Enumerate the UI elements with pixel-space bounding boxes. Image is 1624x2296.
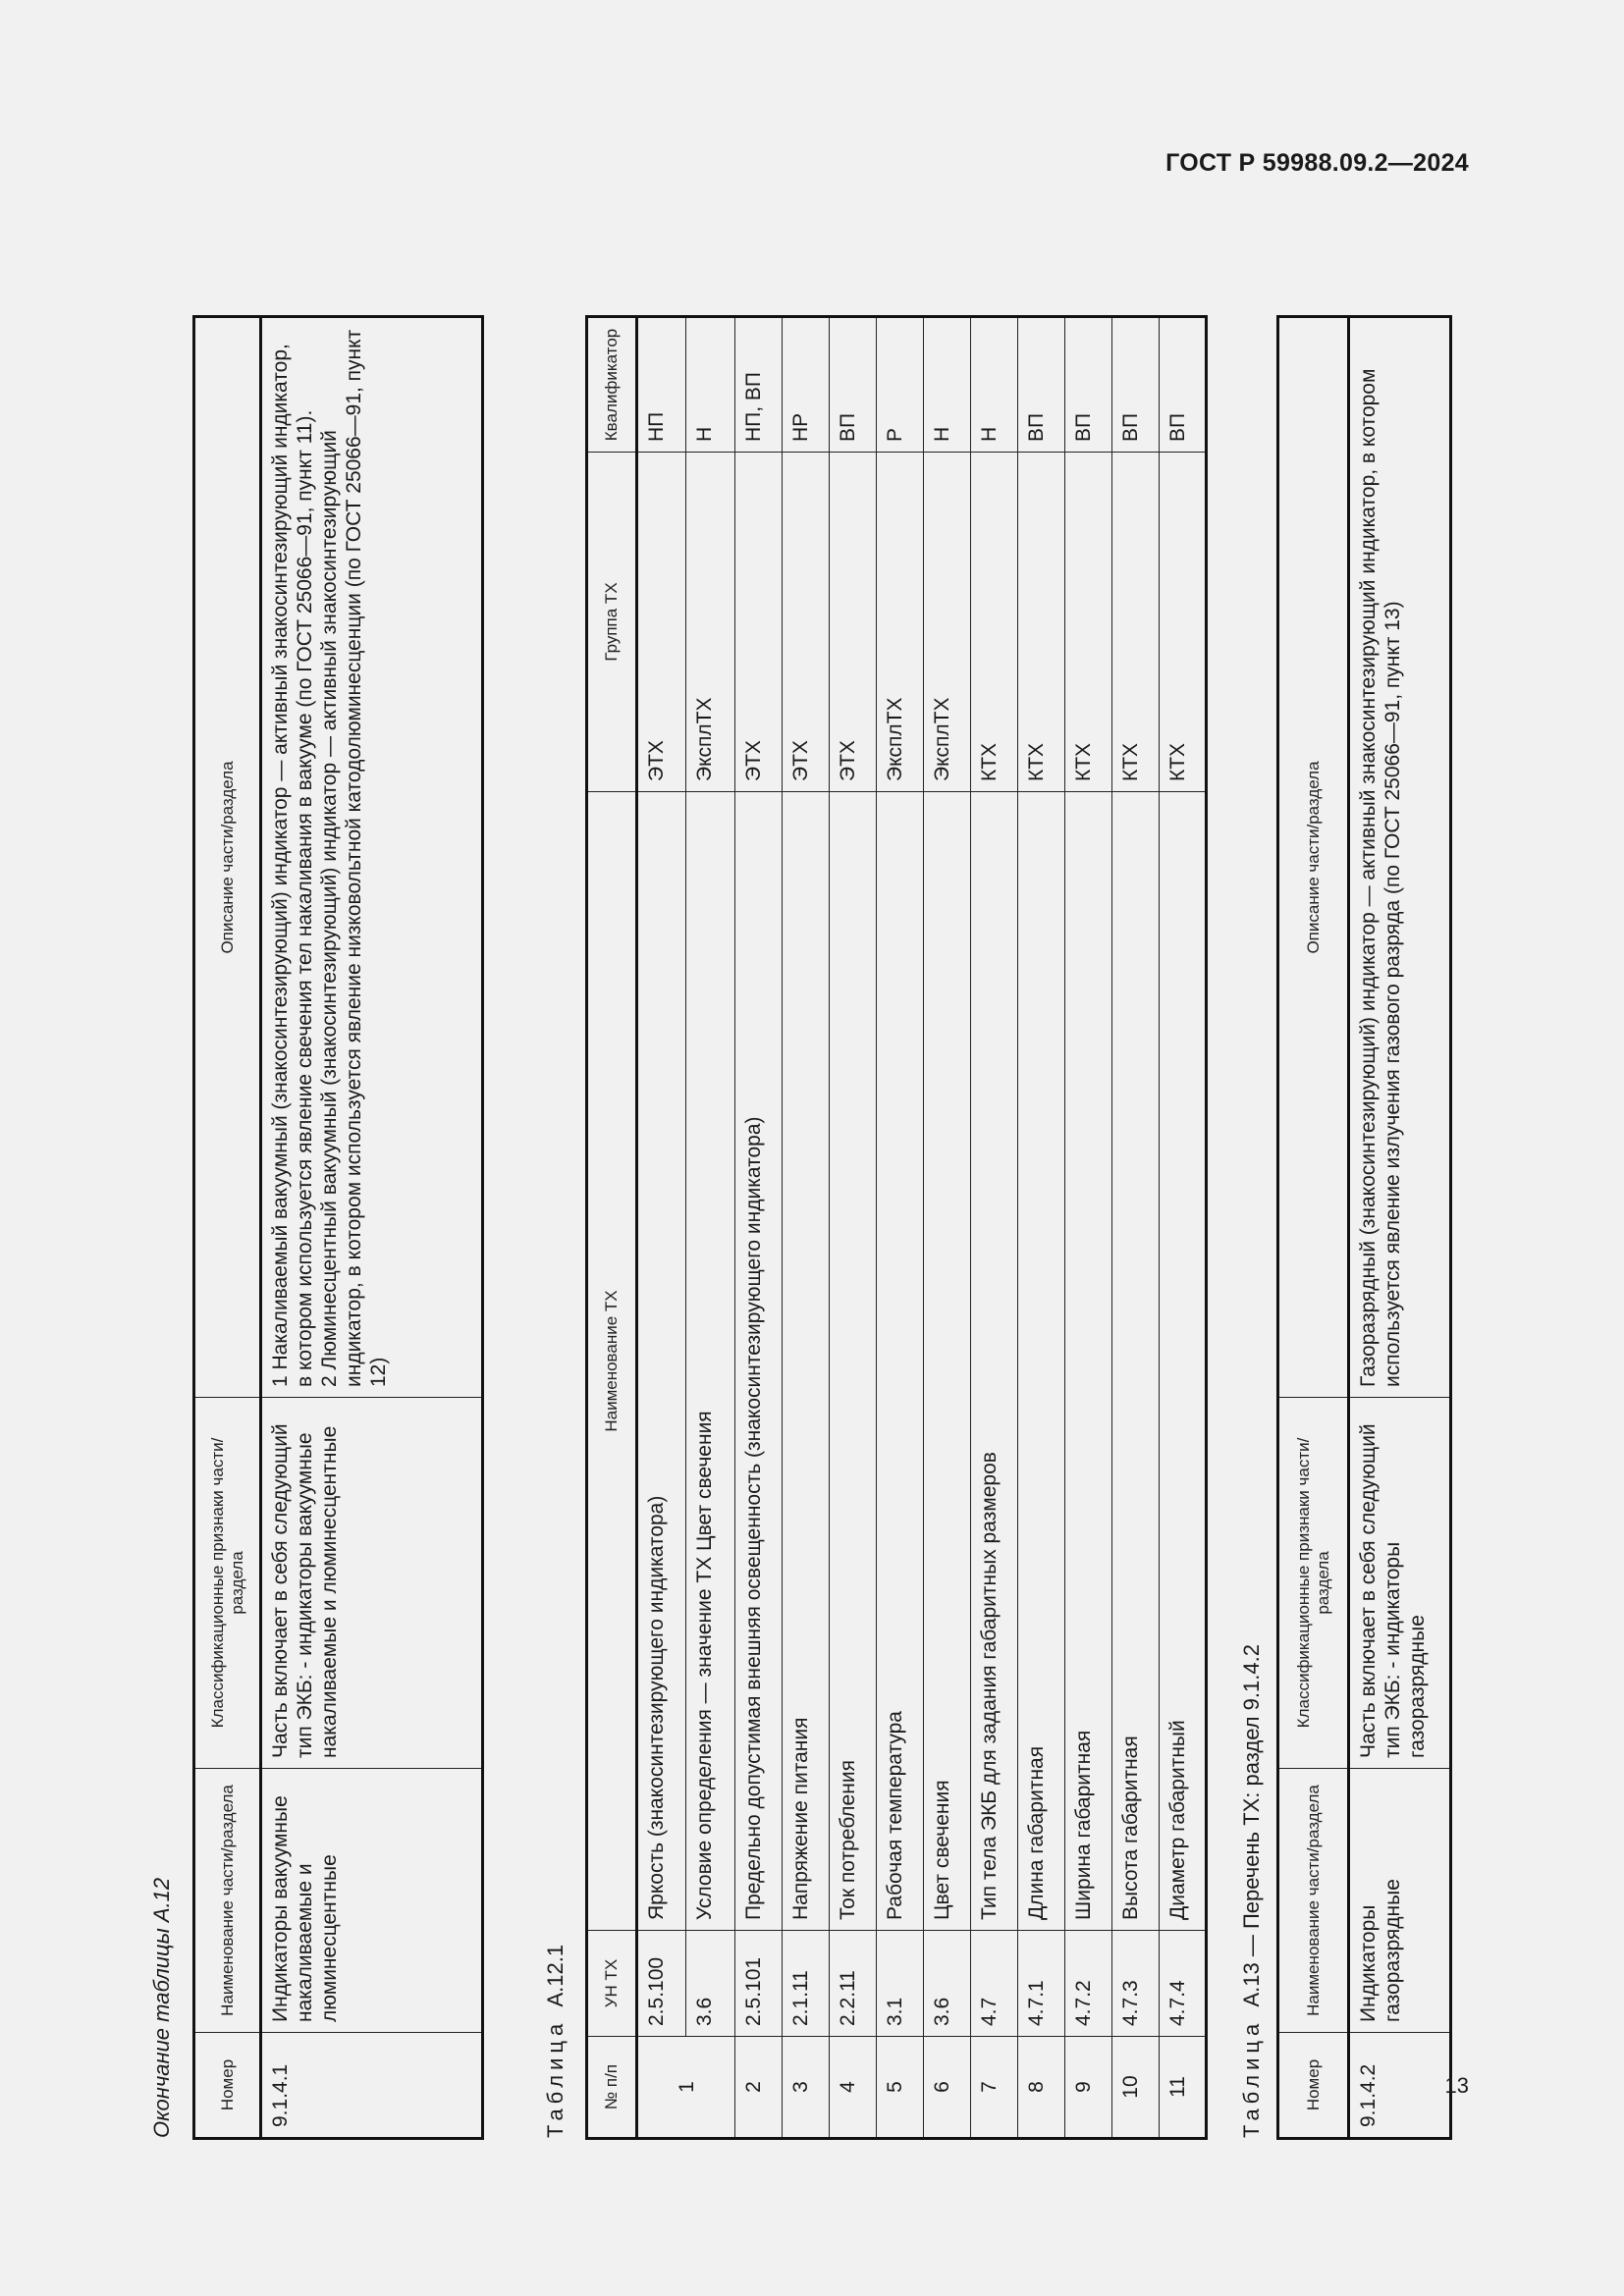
cell-index: 6	[924, 2037, 971, 2139]
col-index: № п/п	[587, 2037, 637, 2139]
cell-group: ЭТХ	[637, 453, 686, 792]
col-description: Описание части/раздела	[1278, 317, 1349, 1398]
table-row	[830, 317, 877, 2139]
cell-qualifier: ВП	[1018, 317, 1065, 453]
table-a13	[1276, 315, 1452, 2140]
cell-index: 2	[735, 2037, 783, 2139]
table-row	[877, 317, 924, 2139]
page-number: 13	[1444, 2073, 1469, 2098]
cell-code: 4.7	[971, 1931, 1018, 2037]
cell-name: Цвет свечения	[924, 792, 971, 1931]
cell-index: 11	[1160, 2037, 1207, 2139]
table-row	[261, 317, 483, 2139]
cell-name: Ток потребления	[830, 792, 877, 1931]
cell-group: КТХ	[1065, 453, 1112, 792]
cell-group: КТХ	[971, 453, 1018, 792]
col-code: УН ТХ	[587, 1931, 637, 2037]
cell-code: 3.6	[924, 1931, 971, 2037]
cell-qualifier: Н	[924, 317, 971, 453]
cell-name: Рабочая температура	[877, 792, 924, 1931]
cell-code: 3.6	[686, 1931, 735, 2037]
cell-code: 4.7.3	[1112, 1931, 1160, 2037]
table-row	[1349, 317, 1451, 2139]
col-name: Наименование ТХ	[587, 792, 637, 1931]
table-row	[1160, 317, 1207, 2139]
cell-name: Условие определения — значение ТХ Цвет свечения	[686, 792, 735, 1931]
cell-code: 2.5.100	[637, 1931, 686, 2037]
col-description: Описание части/раздела	[194, 317, 261, 1398]
rotated-page-content	[145, 20, 1559, 2140]
table-a12-1	[585, 315, 1208, 2140]
cell-qualifier: ВП	[1065, 317, 1112, 453]
table-a12-end	[192, 315, 484, 2140]
cell-code: 2.1.11	[783, 1931, 830, 2037]
cell-qualifier: НП	[637, 317, 686, 453]
col-name: Наименование части/раздела	[1278, 1769, 1349, 2033]
cell-code: 2.5.101	[735, 1931, 783, 2037]
cell-index: 10	[1112, 2037, 1160, 2139]
cell-index: 1	[637, 2037, 735, 2139]
cell-group: ЭксплТХ	[686, 453, 735, 792]
table-row	[783, 317, 830, 2139]
col-name: Наименование части/раздела	[194, 1769, 261, 2033]
table-a12-1-caption: Таблица А.12.1	[543, 1944, 568, 2138]
cell-group: ЭТХ	[783, 453, 830, 792]
table-row	[1112, 317, 1160, 2139]
cell-name: Тип тела ЭКБ для задания габаритных размеров	[971, 792, 1018, 1931]
table-row	[686, 317, 735, 2139]
cell-name: Индикаторы вакуумные накаливаемые и люминесцентные	[261, 1769, 483, 2033]
cell-group: КТХ	[1112, 453, 1160, 792]
cell-index: 9	[1065, 2037, 1112, 2139]
cell-name: Ширина габаритная	[1065, 792, 1112, 1931]
table-row	[971, 317, 1018, 2139]
cell-qualifier: НП, ВП	[735, 317, 783, 453]
cell-group: КТХ	[1018, 453, 1065, 792]
cell-name: Высота габаритная	[1112, 792, 1160, 1931]
col-number: Номер	[1278, 2033, 1349, 2139]
cell-group: ЭксплТХ	[877, 453, 924, 792]
table-a12-caption: Окончание таблицы А.12	[149, 1877, 174, 2138]
cell-qualifier: Н	[686, 317, 735, 453]
cell-features: Часть включает в себя следующий тип ЭКБ: - индикаторы газоразрядные	[1349, 1398, 1451, 1769]
cell-code: 4.7.2	[1065, 1931, 1112, 2037]
cell-name: Предельно допустимая внешняя освещенность (знакосинтезирующего индикатора)	[735, 792, 783, 1931]
table-row	[637, 317, 686, 2139]
col-number: Номер	[194, 2033, 261, 2139]
cell-code: 4.7.4	[1160, 1931, 1207, 2037]
cell-name: Яркость (знакосинтезирующего индикатора)	[637, 792, 686, 1931]
cell-description	[261, 317, 483, 1398]
col-group: Группа ТХ	[587, 453, 637, 792]
description-item-2: 2 Люминесцентный вакуумный (знакосинтезирующий) индикатор — активный знакосинтезирующий индикатор, в котором используется явление низковольтной катодолюминесценции (по ГОСТ 25066—91, пункт 12)	[318, 329, 390, 1387]
cell-qualifier: ВП	[830, 317, 877, 453]
cell-index: 4	[830, 2037, 877, 2139]
cell-features: Часть включает в себя следующий тип ЭКБ: - индикаторы вакуумные накаливаемые и люминесцентные	[261, 1398, 483, 1769]
table-row	[735, 317, 783, 2139]
cell-description: Газоразрядный (знакосинтезирующий) индикатор — активный знакосинтезирующий индикатор, в котором используется явление излучения газового разряда (по ГОСТ 25066—91, пункт 13)	[1349, 317, 1451, 1398]
cell-name: Индикаторы газоразрядные	[1349, 1769, 1451, 2033]
table-row	[924, 317, 971, 2139]
cell-index: 7	[971, 2037, 1018, 2139]
cell-name: Диаметр габаритный	[1160, 792, 1207, 1931]
cell-qualifier: Р	[877, 317, 924, 453]
cell-number: 9.1.4.2	[1349, 2033, 1451, 2139]
cell-index: 3	[783, 2037, 830, 2139]
cell-code: 2.2.11	[830, 1931, 877, 2037]
description-item-1: 1 Накаливаемый вакуумный (знакосинтезирующий) индикатор — активный знакосинтезирующий индикатор, в котором используется явление свечения тел накаливания в вакууме (по ГОСТ 25066—91, пункт 11).	[269, 344, 316, 1387]
cell-qualifier: Н	[971, 317, 1018, 453]
cell-name: Напряжение питания	[783, 792, 830, 1931]
cell-group: ЭксплТХ	[924, 453, 971, 792]
cell-group: ЭТХ	[830, 453, 877, 792]
cell-qualifier: НР	[783, 317, 830, 453]
col-qualifier: Квалификатор	[587, 317, 637, 453]
cell-qualifier: ВП	[1160, 317, 1207, 453]
cell-name: Длина габаритная	[1018, 792, 1065, 1931]
cell-group: КТХ	[1160, 453, 1207, 792]
col-features: Классификационные признаки части/раздела	[194, 1398, 261, 1769]
table-a13-caption: Таблица А.13 — Перечень ТХ: раздел 9.1.4.2	[1239, 1644, 1264, 2138]
cell-code: 3.1	[877, 1931, 924, 2037]
table-row	[1065, 317, 1112, 2139]
cell-code: 4.7.1	[1018, 1931, 1065, 2037]
col-features: Классификационные признаки части/раздела	[1278, 1398, 1349, 1769]
cell-index: 8	[1018, 2037, 1065, 2139]
cell-group: ЭТХ	[735, 453, 783, 792]
document-header: ГОСТ Р 59988.09.2—2024	[1165, 149, 1469, 177]
cell-qualifier: ВП	[1112, 317, 1160, 453]
cell-number: 9.1.4.1	[261, 2033, 483, 2139]
table-row	[1018, 317, 1065, 2139]
cell-index: 5	[877, 2037, 924, 2139]
